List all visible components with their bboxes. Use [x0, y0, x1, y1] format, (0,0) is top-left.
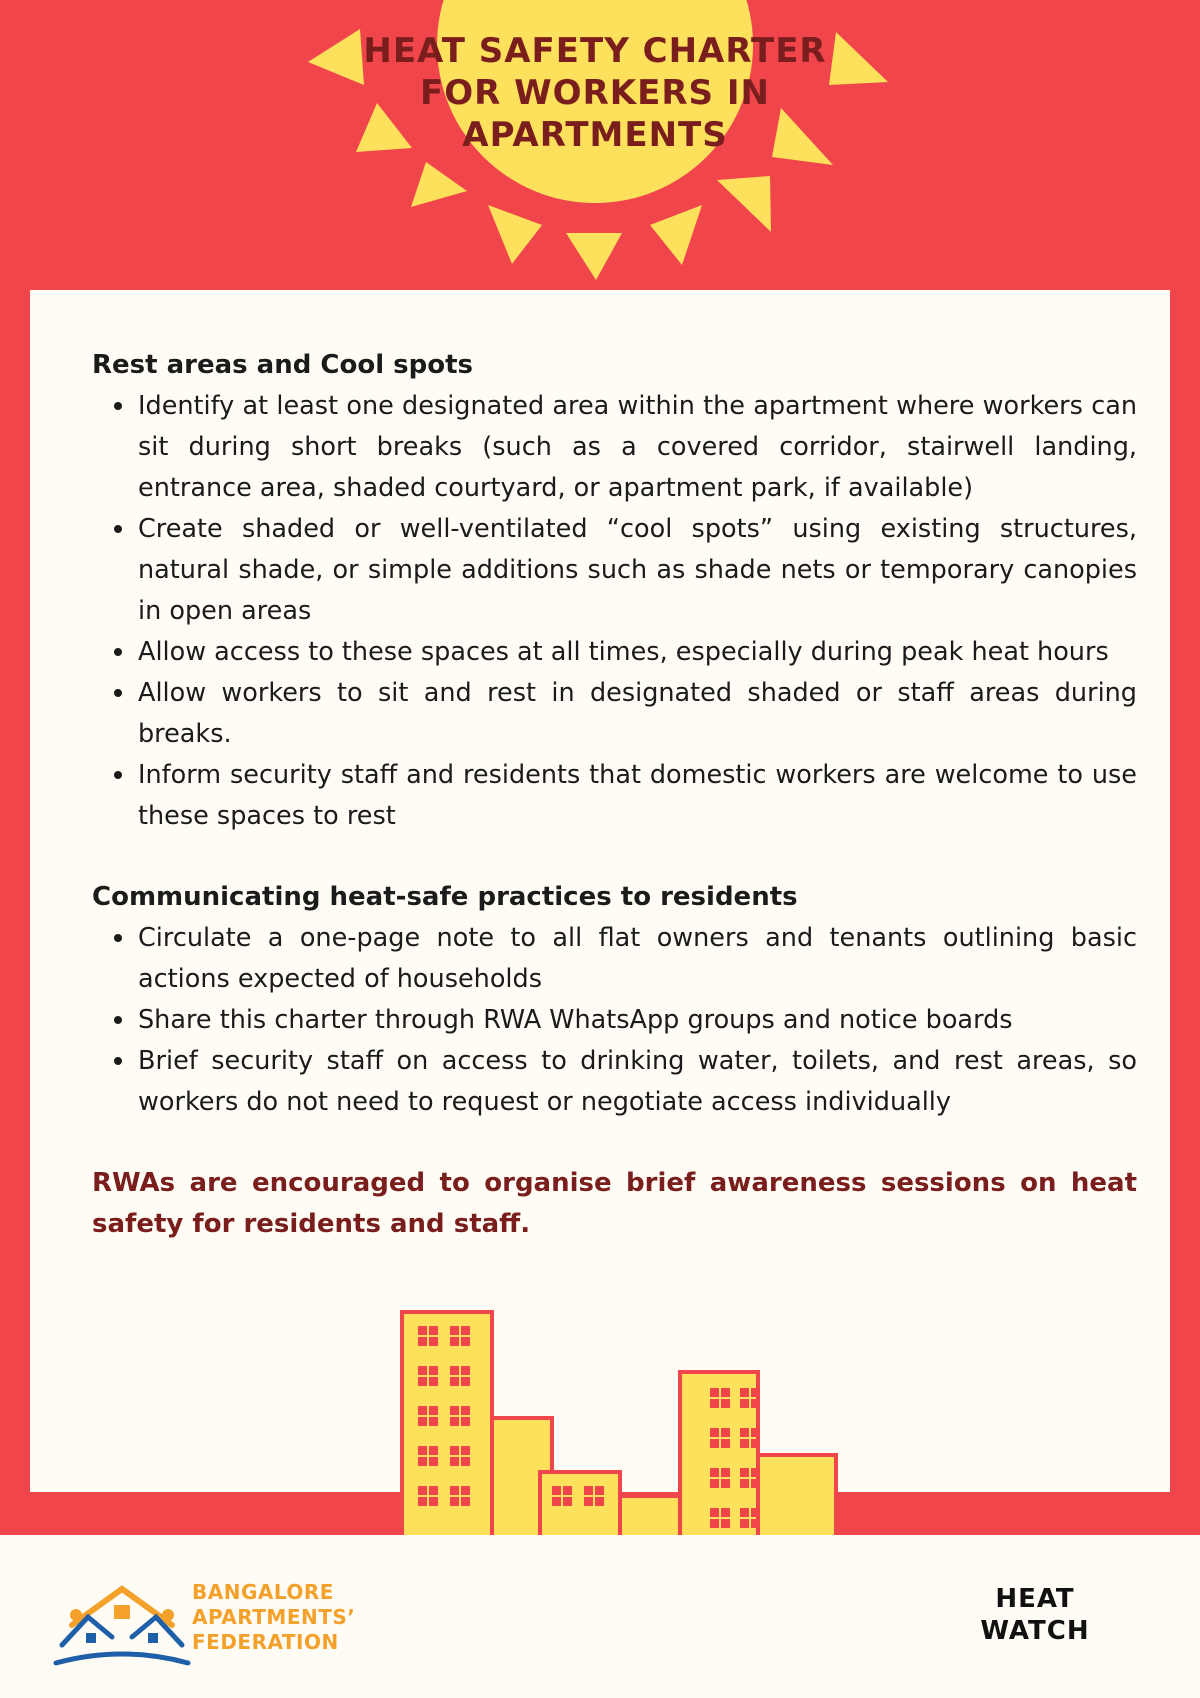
list-item-text: Create shaded or well-ventilated “cool spots” using existing structures, natural shade, or simple additions such as shade nets or temporary canopies in open areas — [138, 514, 1137, 626]
callout-text: RWAs are encouraged to organise brief awareness sessions on heat safety for residents and staff. — [92, 1168, 1137, 1239]
window-pane — [710, 1508, 719, 1517]
window-pane — [450, 1326, 459, 1335]
window-pane — [418, 1326, 427, 1335]
building — [620, 1496, 680, 1535]
window-pane — [751, 1468, 760, 1477]
list-item-text: Allow access to these spaces at all times, especially during peak heat hours — [138, 637, 1109, 667]
window-pane — [461, 1326, 470, 1335]
window-pane — [418, 1497, 427, 1506]
window-pane — [710, 1388, 719, 1397]
list-item — [138, 632, 1137, 673]
sun-ray — [411, 162, 467, 207]
list-item — [138, 673, 1137, 755]
window-pane — [450, 1486, 459, 1495]
sun-ray — [566, 233, 622, 280]
window-pane — [710, 1399, 719, 1408]
window-pane — [418, 1486, 427, 1495]
logo-line: APARTMENTS’ — [192, 1605, 356, 1629]
window-pane — [418, 1446, 427, 1455]
window-pane — [418, 1377, 427, 1386]
window-pane — [751, 1439, 760, 1448]
sun-ray — [717, 176, 771, 232]
list-item — [138, 1000, 1137, 1041]
window-pane — [584, 1497, 593, 1506]
list-item — [138, 755, 1137, 837]
window-pane — [710, 1439, 719, 1448]
window-pane — [461, 1497, 470, 1506]
sun-ray — [488, 205, 542, 264]
window-pane — [721, 1508, 730, 1517]
bullet-list — [92, 386, 1137, 837]
window-pane — [721, 1399, 730, 1408]
window-pane — [584, 1486, 593, 1495]
window-pane — [429, 1406, 438, 1415]
window-pane — [751, 1519, 760, 1528]
brand-line: WATCH — [980, 1616, 1090, 1646]
bullet-icon — [114, 1057, 122, 1065]
house-people-logo-icon — [52, 1575, 192, 1670]
window-pane — [740, 1399, 749, 1408]
list-item-text: Allow workers to sit and rest in designated shaded or staff areas during breaks. — [138, 678, 1137, 749]
window-pane — [461, 1406, 470, 1415]
list-item — [138, 1041, 1137, 1123]
window-pane — [450, 1366, 459, 1375]
window-pane — [721, 1439, 730, 1448]
page-title: HEAT SAFETY CHARTER FOR WORKERS IN APARTMENTS — [363, 31, 827, 155]
list-item-text: Circulate a one-page note to all flat owners and tenants outlining basic actions expected of households — [138, 923, 1137, 994]
window-pane — [721, 1428, 730, 1437]
window-pane — [429, 1417, 438, 1426]
list-item — [138, 509, 1137, 632]
city-buildings-illustration — [400, 1310, 850, 1535]
window-pane — [461, 1337, 470, 1346]
window-pane — [563, 1497, 572, 1506]
sun-ray — [650, 205, 702, 265]
brand-line: HEAT — [995, 1584, 1075, 1614]
bullet-icon — [114, 402, 122, 410]
window-pane — [751, 1479, 760, 1488]
building — [758, 1455, 836, 1535]
window-pane — [418, 1406, 427, 1415]
window-pane — [710, 1468, 719, 1477]
window-pane — [429, 1366, 438, 1375]
window-pane — [429, 1486, 438, 1495]
window-pane — [751, 1428, 760, 1437]
window-pane — [721, 1479, 730, 1488]
bullet-icon — [114, 525, 122, 533]
window-pane — [740, 1468, 749, 1477]
window-pane — [461, 1417, 470, 1426]
window-pane — [450, 1457, 459, 1466]
window-pane — [429, 1337, 438, 1346]
window-pane — [595, 1486, 604, 1495]
footer — [0, 1535, 1200, 1698]
window-pane — [751, 1399, 760, 1408]
window-pane — [595, 1497, 604, 1506]
section-heading: Rest areas and Cool spots — [92, 350, 474, 380]
window-pane — [418, 1417, 427, 1426]
bullet-icon — [114, 1016, 122, 1024]
window-pane — [710, 1519, 719, 1528]
charter-content — [92, 345, 1137, 1245]
list-item-text: Identify at least one designated area within the apartment where workers can sit during short breaks (such as a covered corridor, stairwell landing, entrance area, shaded courtyard, or apartment park, if available) — [138, 391, 1137, 503]
window-pane — [552, 1497, 561, 1506]
window-pane — [751, 1388, 760, 1397]
list-item-text: Inform security staff and residents that domestic workers are welcome to use these spaces to rest — [138, 760, 1137, 831]
window-pane — [418, 1457, 427, 1466]
window-pane — [552, 1486, 561, 1495]
bullet-icon — [114, 648, 122, 656]
window-pane — [450, 1497, 459, 1506]
window-pane — [740, 1388, 749, 1397]
bullet-list — [92, 918, 1137, 1123]
window-pane — [450, 1406, 459, 1415]
window-pane — [429, 1377, 438, 1386]
bullet-icon — [114, 934, 122, 942]
window-pane — [563, 1486, 572, 1495]
window-pane — [751, 1508, 760, 1517]
window-pane — [461, 1486, 470, 1495]
list-item-text: Share this charter through RWA WhatsApp groups and notice boards — [138, 1005, 1013, 1035]
logo-line: BANGALORE — [192, 1580, 334, 1604]
window-pane — [429, 1326, 438, 1335]
window-pane — [461, 1377, 470, 1386]
building — [402, 1312, 492, 1535]
logo-line: FEDERATION — [192, 1630, 339, 1654]
window-pane — [721, 1468, 730, 1477]
window-pane — [740, 1519, 749, 1528]
window-pane — [418, 1366, 427, 1375]
window-pane — [740, 1508, 749, 1517]
window-pane — [740, 1479, 749, 1488]
window-pane — [429, 1457, 438, 1466]
window-pane — [461, 1446, 470, 1455]
list-item-text: Brief security staff on access to drinking water, toilets, and rest areas, so workers do not need to request or negotiate access individually — [138, 1046, 1137, 1117]
window-pane — [461, 1366, 470, 1375]
window-pane — [740, 1439, 749, 1448]
heat-watch-brand — [960, 1583, 1110, 1647]
section-rest-areas — [92, 345, 1137, 837]
bullet-icon — [114, 689, 122, 697]
window-pane — [710, 1428, 719, 1437]
window-pane — [418, 1337, 427, 1346]
section-communicating — [92, 877, 1137, 1123]
window-pane — [429, 1446, 438, 1455]
logo-wordmark — [192, 1580, 412, 1655]
window-pane — [450, 1417, 459, 1426]
window-pane — [450, 1446, 459, 1455]
window-pane — [740, 1428, 749, 1437]
window-pane — [450, 1377, 459, 1386]
list-item — [138, 918, 1137, 1000]
window-pane — [721, 1519, 730, 1528]
bullet-icon — [114, 771, 122, 779]
list-item — [138, 386, 1137, 509]
section-heading: Communicating heat-safe practices to residents — [92, 882, 798, 912]
window-pane — [721, 1388, 730, 1397]
window-pane — [429, 1497, 438, 1506]
window-pane — [450, 1337, 459, 1346]
window-pane — [710, 1479, 719, 1488]
window-pane — [461, 1457, 470, 1466]
